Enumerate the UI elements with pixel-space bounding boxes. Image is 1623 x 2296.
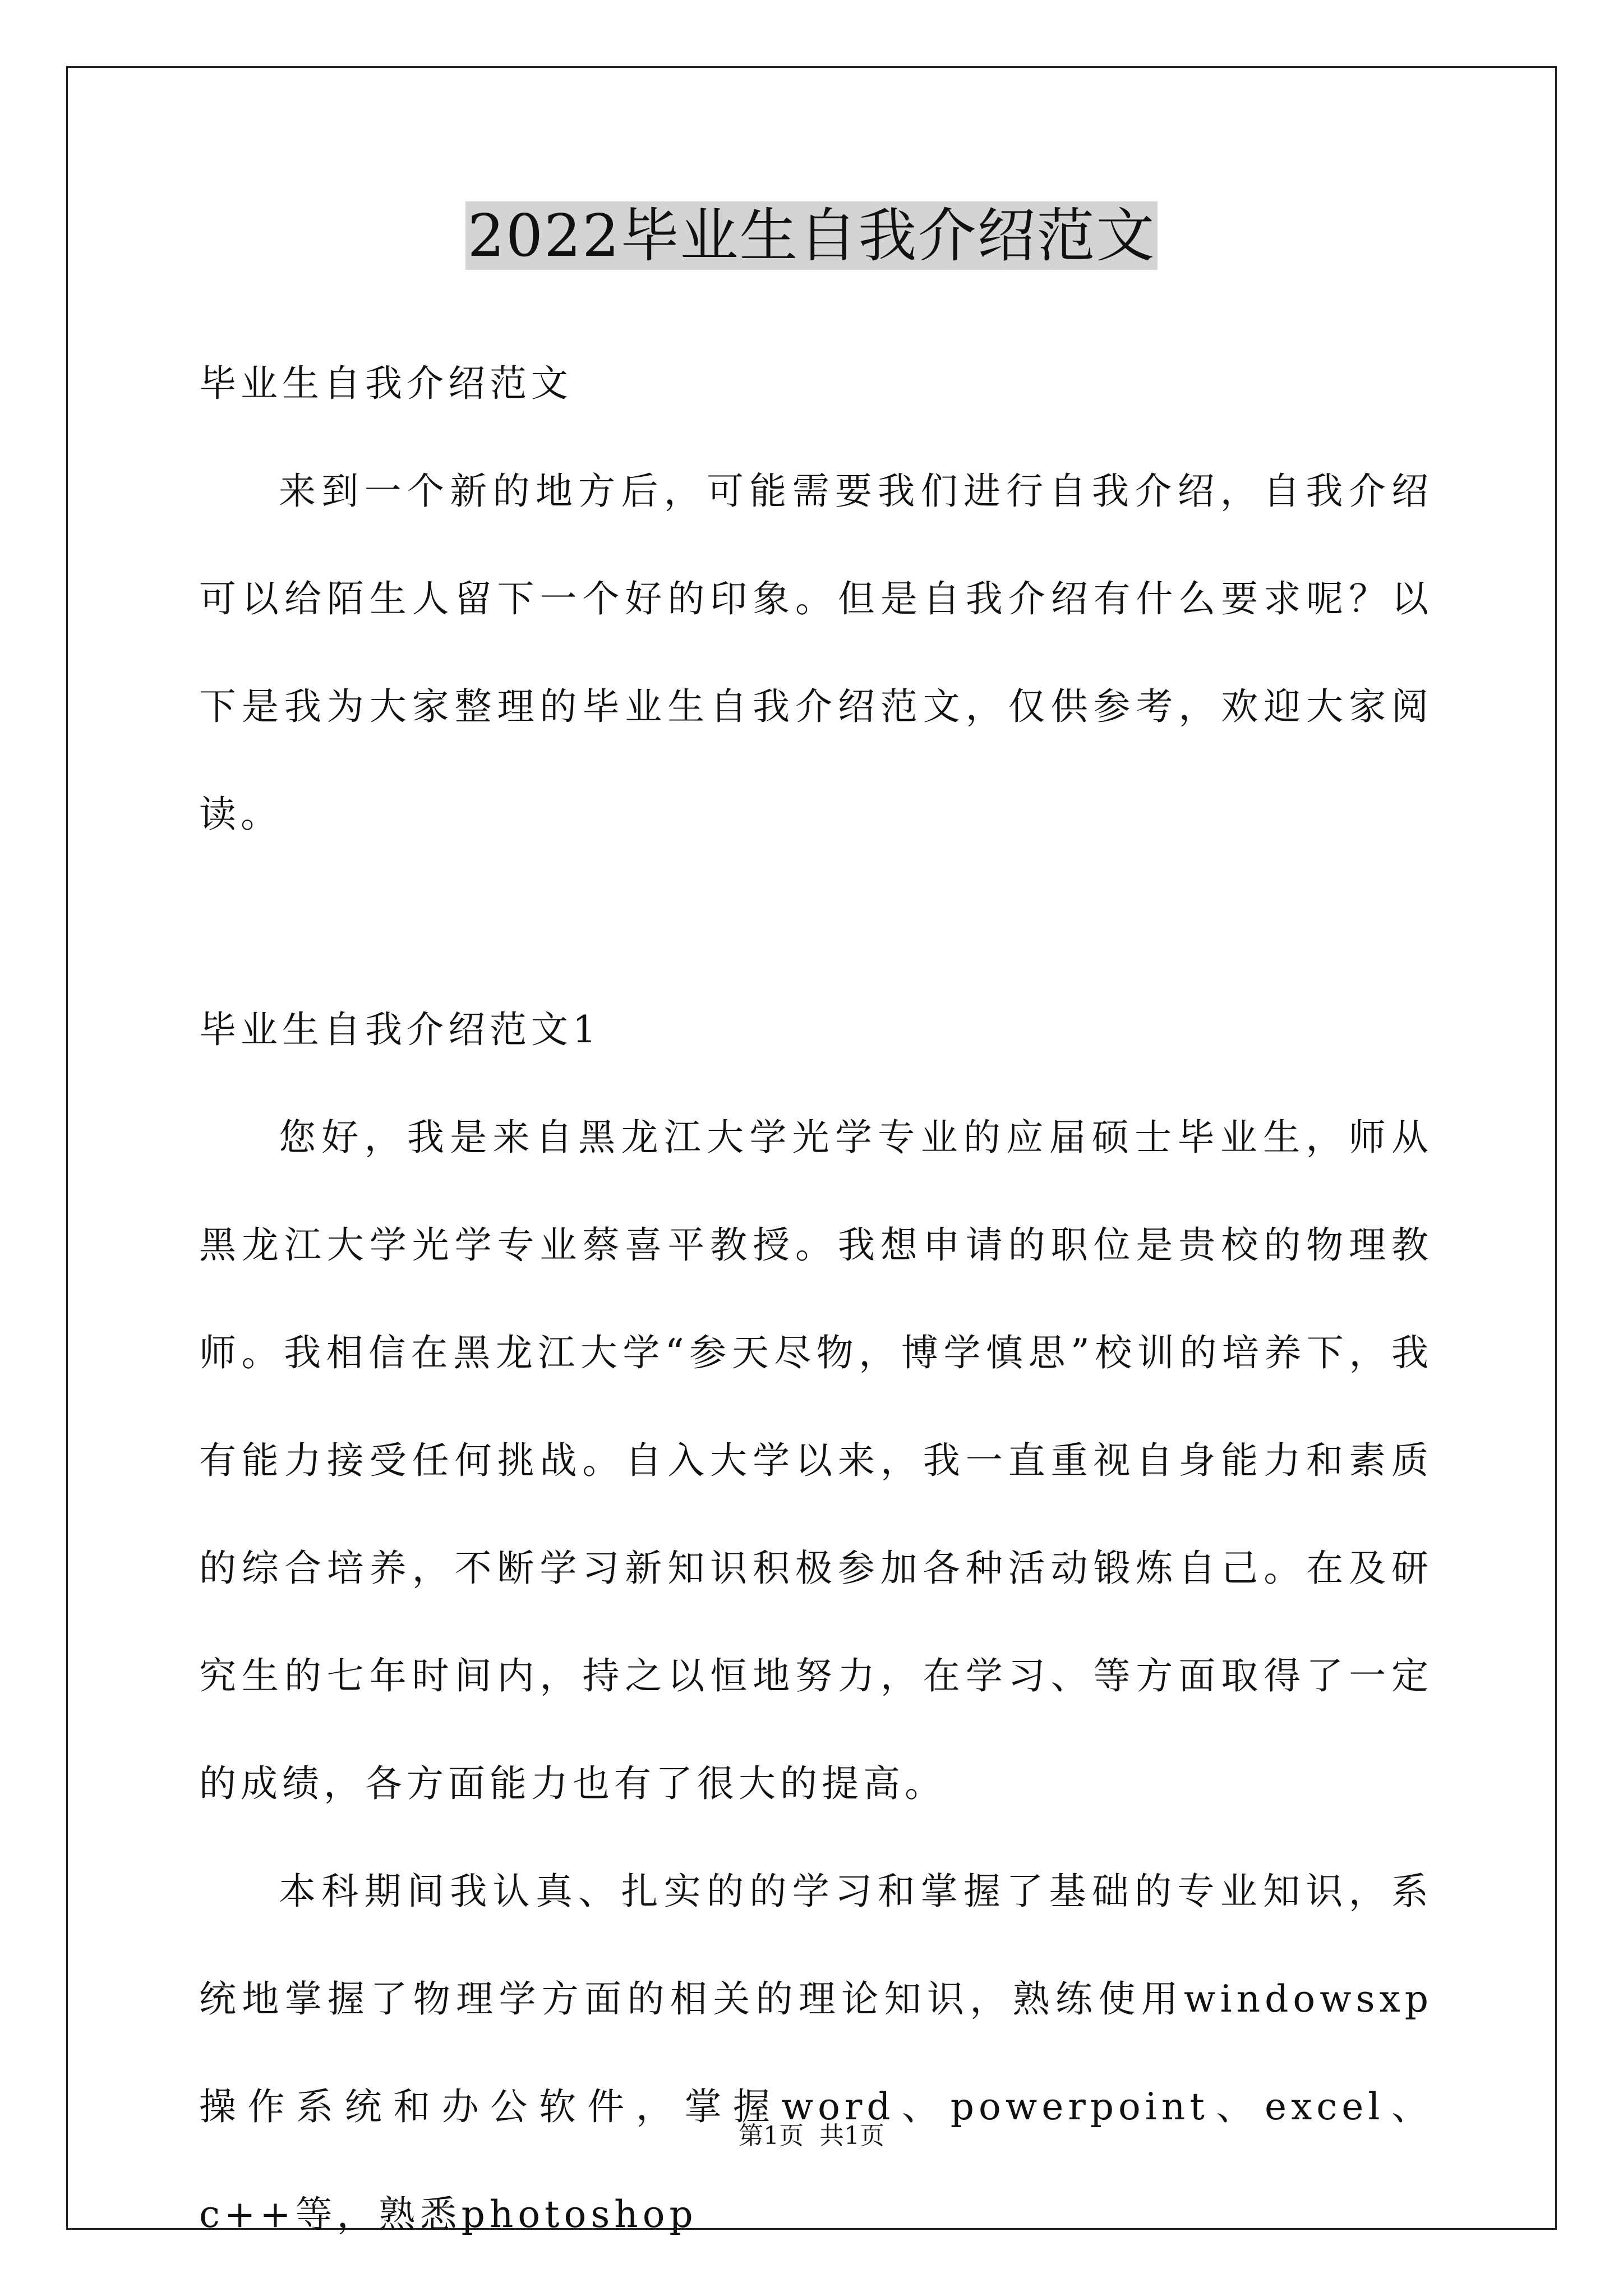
paragraph-spacer [199, 868, 1433, 976]
section-heading: 毕业生自我介绍范文 [199, 362, 573, 405]
document-body [199, 330, 1433, 2269]
body-paragraph-1: 您好，我是来自黑龙江大学光学专业的应届硕士毕业生，师从黑龙江大学光学专业蔡喜平教授。我想申请的职位是贵校的物理教师。我相信在黑龙江大学“参天尽物，博学慎思”校训的培养下，我有能力接受任何挑战。自入大学以来，我一直重视自身能力和素质的综合培养，不断学习新知识积极参加各种活动锻炼自己。在及研究生的七年时间内，持之以恒地努力，在学习、等方面取得了一定的成绩，各方面能力也有了很大的提高。 [199, 1116, 1433, 1805]
body-paragraph-2: 本科期间我认真、扎实的的学习和掌握了基础的专业知识，系统地掌握了物理学方面的相关的理论知识，熟练使用windowsxp操作系统和办公软件，掌握word、powerpoint、excel、c++等，熟悉photoshop [199, 1870, 1433, 2236]
intro-paragraph: 来到一个新的地方后，可能需要我们进行自我介绍，自我介绍可以给陌生人留下一个好的印象。但是自我介绍有什么要求呢？以下是我为大家整理的毕业生自我介绍范文，仅供参考，欢迎大家阅读。 [199, 470, 1433, 836]
sample-heading: 毕业生自我介绍范文1 [199, 1008, 601, 1051]
title-text: 2022毕业生自我介绍范文 [465, 201, 1158, 270]
page-footer: 第1页 共1页 [739, 2122, 884, 2150]
document-title [0, 196, 1623, 275]
